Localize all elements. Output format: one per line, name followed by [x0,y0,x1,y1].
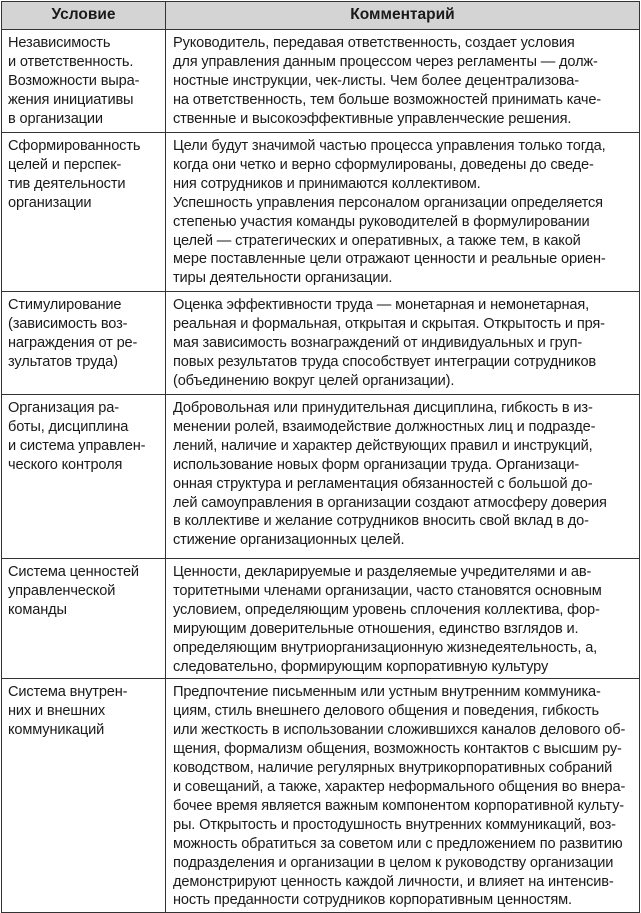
comment-line: ния сотрудников и принимаются коллективом. [173,175,481,192]
condition-line: Возможности выра- [8,72,140,89]
comment-line: Цели будут значимой частью процесса управления только тогда, [173,138,606,154]
comment-line: и совещаний, а также, характер неформального общения во внера- [173,778,626,795]
condition-line: жения инициативы [8,91,134,108]
condition-line: ческого контроля [8,456,123,473]
comment-line: торитетными членами организации, часто становятся основным [173,582,602,599]
table-row [2,559,640,679]
condition-line: организации [8,194,92,211]
condition-line: и система управлен- [8,437,146,454]
comment-line: на ответственность, тем больше возможностей принимать каче- [173,91,602,108]
comment-line: циям, стиль внешнего делового общения и поведения, гибкость [173,703,599,720]
comment-line: тиры деятельности организации. [173,270,393,287]
comment-line: демонстрируют ценность каждой личности, и влияет на интенсив- [173,873,614,890]
comment-line: ководством, наличие регулярных внутрикорпоративных собраний [173,760,613,777]
condition-line: (зависимость воз- [8,315,128,332]
condition-line: них и внешних [8,703,105,720]
comment-line: использование новых форм организации труда. Организаци- [173,456,580,473]
comment-line: стижение организационных целей. [173,532,405,549]
condition-line: боты, дисциплина [8,418,129,435]
conditions-table [1,1,640,913]
comment-cell [166,30,640,133]
comment-line: бочее время является важным компонентом корпоративной культу- [173,797,624,814]
comment-line: определяющим внутриорганизационную жизнедеятельность, а, [173,639,598,656]
condition-cell [2,679,166,913]
comment-line: ность преданности сотрудников корпоративным ценностям. [173,892,572,909]
table-row [2,133,640,292]
comment-line: ностные инструкции, чек-листы. Чем более децентрализова- [173,72,579,89]
condition-cell [2,30,166,133]
condition-cell [2,395,166,559]
comment-line: подразделения и организации в целом к руководству организации [173,854,614,871]
condition-line: и ответственность. [8,53,134,70]
comment-cell [166,679,640,913]
condition-line: зультатов труда) [8,353,118,370]
comment-line: когда они четко и верно сформулированы, доведены до сведе- [173,156,594,173]
comment-line: условием, определяющим уровень сплочения коллектива, фор- [173,601,600,618]
comment-line: Добровольная или принудительная дисциплина, гибкость в из- [173,400,593,416]
comment-line: лений, наличие и характер действующих правил и инструкций, [173,437,593,454]
condition-cell [2,559,166,679]
comment-line: реальная и формальная, открытая и скрытая. Открытость и пря- [173,315,605,332]
comment-line: можность обратиться за советом или с предложением по развитию [173,835,623,852]
header-comment: Комментарий [166,2,640,30]
table-header-row [2,2,640,30]
table-row [2,292,640,395]
condition-line: Система внутрен- [8,684,128,701]
condition-line: Организация ра- [8,400,119,416]
comment-line: Предпочтение письменным или устным внутренним коммуника- [173,684,601,701]
table-row [2,395,640,559]
comment-line: ственные и высокоэффективные управленческие решения. [173,110,572,127]
comment-line: щения, формализм общения, возможность контактов с высшим ру- [173,741,622,758]
condition-line: управленческой [8,582,116,599]
condition-line: целей и перспек- [8,156,122,173]
comment-line: онная структура и регламентация обязанностей с большой до- [173,475,593,492]
comment-line: (объединению вокруг целей организации). [173,372,455,389]
condition-line: награждения от ре- [8,334,138,351]
comment-line: целей — стратегических и оперативных, а также тем, в какой [173,232,581,249]
comment-line: лей самоуправления в организации создают атмосферу доверия [173,494,607,511]
comment-line: мая зависимость вознаграждений от индивидуальных и груп- [173,334,583,351]
comment-line: мере поставленные цели отражают ценности и реальные ориен- [173,251,606,268]
comment-line: повых результатов труда способствует интеграции сотрудников [173,353,597,370]
comment-cell [166,395,640,559]
comment-line: следовательно, формирующим корпоративную культуру [173,658,549,675]
condition-line: Стимулирование [8,297,122,313]
comment-line: мирующим доверительные отношения, единство взглядов и. [173,620,579,637]
condition-line: коммуникаций [8,722,105,739]
comment-cell [166,292,640,395]
condition-line: тив деятельности [8,175,126,192]
comment-line: ры. Открытость и простодушность внутренних коммуникаций, воз- [173,816,616,833]
table-row [2,679,640,913]
comment-line: степенью участия команды руководителей в формулировании [173,213,590,230]
comment-line: Руководитель, передавая ответственность, создает условия [173,35,575,51]
condition-line: команды [8,601,67,618]
condition-cell [2,292,166,395]
condition-line: в организации [8,110,103,127]
condition-line: Независимость [8,35,111,51]
comment-line: менении ролей, взаимодействие должностных лиц и подразде- [173,418,596,435]
header-condition: Условие [2,2,166,30]
table-row [2,30,640,133]
comment-line: Ценности, декларируемые и разделяемые учредителями и ав- [173,564,592,580]
comment-cell [166,133,640,292]
comment-line: в коллективе и желание сотрудников вносить свой вклад в до- [173,513,589,530]
condition-line: Система ценностей [8,564,139,580]
condition-cell [2,133,166,292]
comment-line: для управления данным процессом через регламенты — долж- [173,53,598,70]
comment-line: Успешность управления персоналом организации определяется [173,194,603,211]
condition-line: Сформированность [8,138,141,154]
comment-line: или жесткость в использовании сложившихся каналов делового об- [173,722,626,739]
comment-line: Оценка эффективности труда — монетарная и немонетарная, [173,297,590,313]
comment-cell [166,559,640,679]
